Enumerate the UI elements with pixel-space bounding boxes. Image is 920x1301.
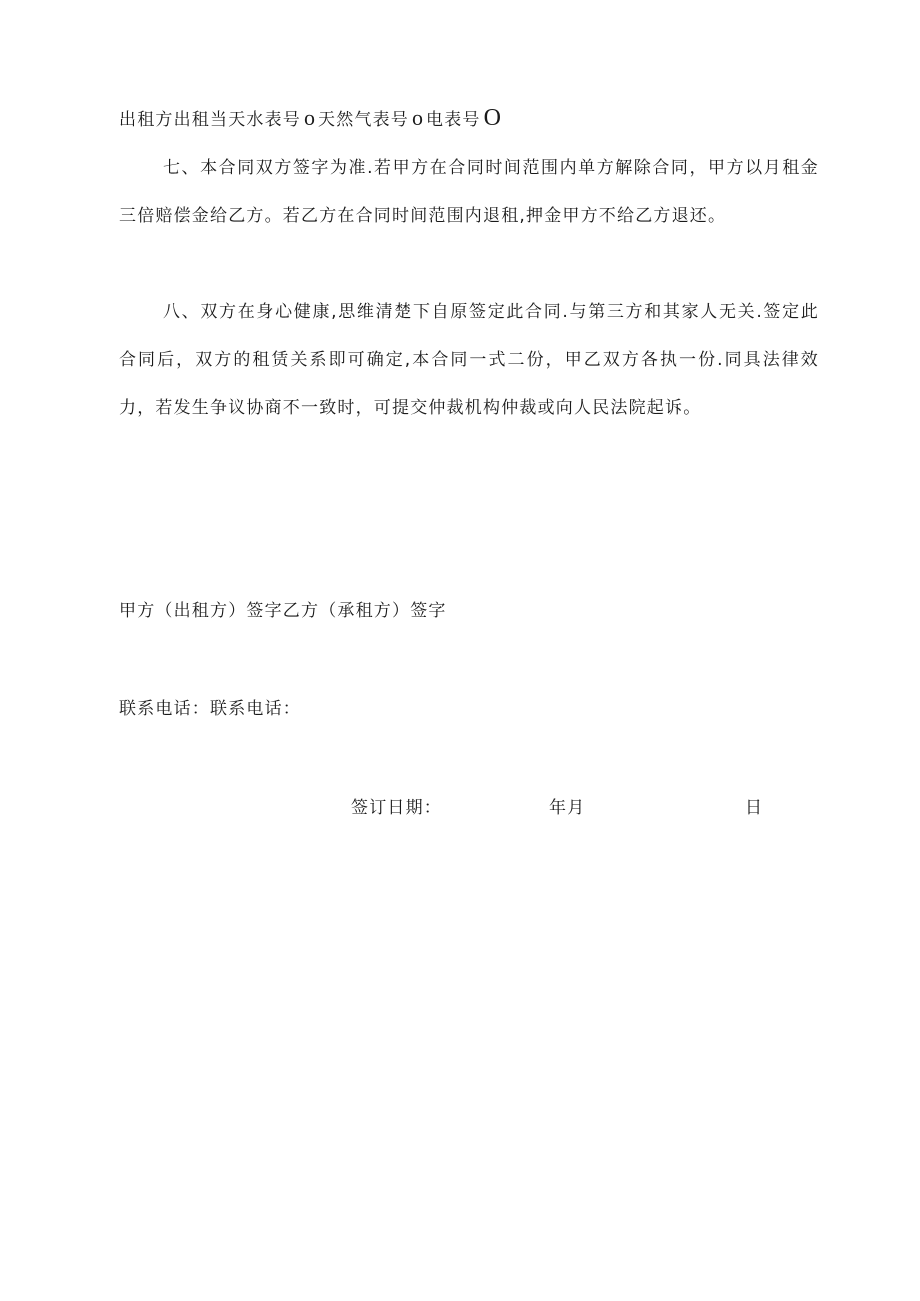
water-meter-value: o xyxy=(304,105,315,130)
clause-8-paragraph: 八、双方在身心健康,思维清楚下自原签定此合同.与第三方和其家人无关.签定此合同后，双方的租赁关系即可确定,本合同一式二份，甲乙双方各执一份.同具法律效力，若发生争议协商不一致时，可提交仲裁机构仲裁或向人民法院起诉。 xyxy=(119,302,819,418)
electric-meter-value: O xyxy=(483,105,501,131)
signature-line: 甲方（出租方）签字乙方（承租方）签字 xyxy=(119,601,447,621)
signing-date-label: 签订日期： xyxy=(351,798,442,818)
meter-text-gas: 天然气表号 xyxy=(318,110,409,130)
meter-text-water: 出租方出租当天水表号 xyxy=(119,110,301,130)
clause-7-paragraph: 七、本合同双方签字为准.若甲方在合同时间范围内单方解除合同，甲方以月租金三倍赔偿金给乙方。若乙方在合同时间范围内退租,押金甲方不给乙方退还。 xyxy=(119,158,819,226)
meter-text-electric: 电表号 xyxy=(426,110,481,130)
signing-date-year-month: 年月 xyxy=(549,798,586,818)
phone-line: 联系电话：联系电话： xyxy=(119,699,301,719)
gas-meter-value: o xyxy=(412,105,423,130)
signing-date-day: 日 xyxy=(745,798,764,818)
meter-readings-line xyxy=(119,106,504,132)
